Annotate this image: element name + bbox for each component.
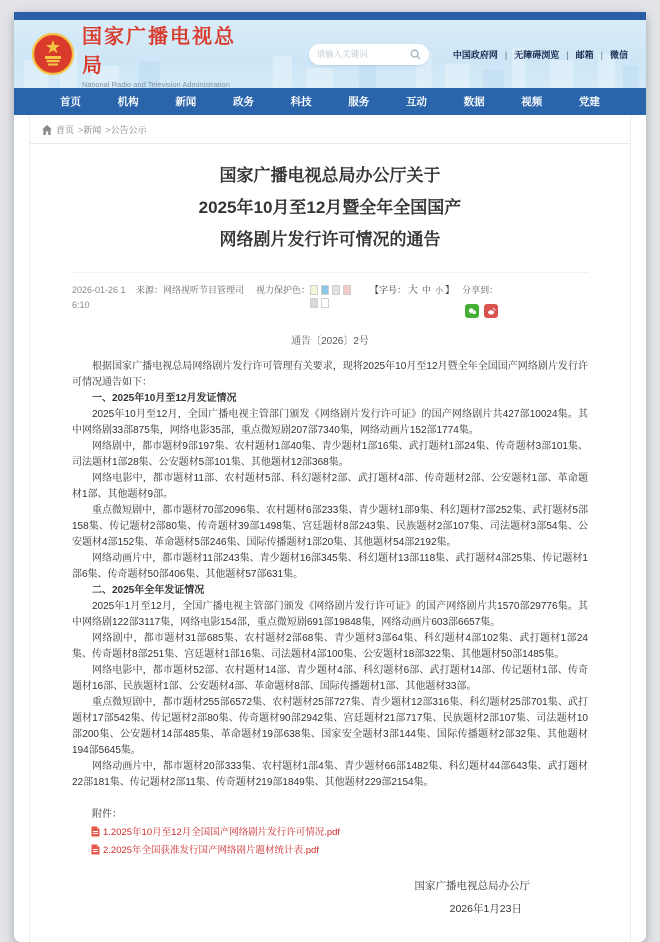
breadcrumb [30,115,630,144]
attachments [72,805,588,856]
font-size-group [370,283,454,298]
pdf-file-icon [91,844,100,855]
home-icon[interactable] [42,125,52,135]
site-header [14,20,646,88]
wechat-share-icon[interactable] [465,304,479,318]
main-nav [14,88,646,115]
header-link[interactable]: 无障碍浏览 | [514,48,575,61]
header-links [453,48,628,61]
article-paragraph: 重点微短剧中，都市题材255部6572集、农村题材25部727集、青少题材12部316集、科幻题材25部701集、武打题材17部542集、传记题材2部80集、传奇题材90部2942集、宫廷题材21部717集、民族题材2部107集、司法题材10部200集、公安题材14部485集、革命题材19部638集、国家安全题材3部144集、国际传播题材2部32集、其他题材194部5645集。 [72,697,588,756]
nav-item[interactable]: 机构 [117,96,139,108]
nav-item[interactable]: 政务 [232,96,254,108]
breadcrumb-item[interactable]: 首页 > [56,123,83,136]
eye-color-swatch[interactable] [332,285,340,295]
search-box[interactable] [309,44,429,65]
nav-item[interactable]: 服务 [348,96,370,108]
font-size-option[interactable]: 小 [435,286,444,295]
breadcrumb-item[interactable]: 新闻 > [83,123,110,136]
nav-item[interactable]: 数据 [463,96,485,108]
site-title: 国家广播电视总局 [82,25,236,77]
article-title-line: 国家广播电视总局办公厅关于 [219,166,441,185]
font-size-option[interactable]: 大 [408,285,419,296]
nav-item[interactable]: 新闻 [175,96,197,108]
site-subtitle: National Radio and Television Administration [82,79,230,89]
article-title [72,160,588,256]
attachment-filename[interactable]: 2.2025年全国获准发行国产网络剧片题材统计表.pdf [103,845,319,856]
content-frame [29,115,631,942]
eye-color-swatch[interactable] [310,298,318,308]
article-paragraph: 网络剧中，都市题材9部197集、农村题材1部40集、青少题材1部16集、武打题材1部24集、传奇题材3部101集、司法题材1部28集、公安题材5部101集、其他题材12部368集。 [72,441,588,468]
article-title-line: 2025年10月至12月暨全年全国国产 [198,198,462,217]
font-size-option[interactable]: 中 [422,285,432,295]
signature-date: 2026年1月23日 [449,903,522,915]
eye-color-swatch[interactable] [321,298,329,308]
article-paragraph: 一、2025年10月至12月发证情况 [92,393,237,404]
article-paragraph: 根据国家广播电视总局网络剧片发行许可管理有关要求，现将2025年10月至12月暨全年全国国产网络剧片发行许可情况通告如下： [72,361,588,388]
pdf-file-icon [91,826,100,837]
eye-color-swatch[interactable] [321,285,329,295]
nav-item[interactable]: 科技 [290,96,312,108]
article-paragraph: 网络动画片中，都市题材11部243集、青少题材16部345集、科幻题材13部118集、武打题材4部25集、传记题材1部6集、传奇题材50部406集、其他题材57部631集。 [72,553,588,580]
font-size-label-close: 】 [445,285,455,295]
brand[interactable] [32,20,243,89]
meta-row [72,272,588,318]
article-body [72,359,588,791]
article [30,160,630,916]
search-icon[interactable] [410,49,421,60]
eye-color-swatches [310,285,360,308]
header-link[interactable]: 邮箱 | [576,48,610,61]
attachments-label: 附件： [92,809,122,820]
eye-protect-group [256,283,360,308]
nav-item[interactable]: 视频 [521,96,543,108]
nav-item[interactable]: 党建 [578,96,600,108]
eye-color-swatch[interactable] [343,285,351,295]
weibo-share-icon[interactable] [484,304,498,318]
article-paragraph: 重点微短剧中，都市题材70部2096集、农村题材6部233集、青少题材1部9集、科幻题材7部252集、武打题材5部158集、传记题材2部80集、传奇题材39部1498集、宫廷题材8部243集、民族题材2部107集、司法题材3部54集、公安题材4部152集、革命题材5部246集、国际传播题材1部20集、其他题材54部2192集。 [72,505,588,548]
page-card [14,12,646,942]
publish-datetime: 2026-01-26 16:10 [72,285,126,310]
attachment-link[interactable] [91,824,588,838]
header-link[interactable]: 微信 [609,49,628,60]
nav-item[interactable]: 首页 [60,96,81,108]
header-link[interactable]: 中国政府网 | [453,48,514,61]
nav-item[interactable]: 互动 [405,96,427,108]
eye-color-swatch[interactable] [310,285,318,295]
national-emblem-logo [32,33,74,75]
attachment-filename[interactable]: 1.2025年10月至12月全国国产网络剧片发行许可情况.pdf [103,827,341,838]
share-label: 分享到： [462,285,499,295]
article-paragraph: 网络电影中，都市题材11部、农村题材5部、科幻题材2部、武打题材4部、传奇题材2部、公安题材1部、革命题材1部、其他题材9部。 [72,473,588,500]
article-paragraph: 网络电影中，都市题材52部、农村题材14部、青少题材4部、科幻题材6部、武打题材14部、传记题材1部、传奇题材16部、民族题材1部、公安题材4部、革命题材8部、国际传播题材1部、其他题材33部。 [72,665,588,692]
article-paragraph: 二、2025年全年发证情况 [92,585,205,596]
article-paragraph: 2025年10月至12月，全国广播电视主管部门颁发《网络剧片发行许可证》的国产网络剧片共427部10024集。其中网络剧33部875集，网络电影35部，重点微短剧207部7340集，网络动画片152部1774集。 [72,409,588,436]
source-label: 来源：网络视听节目管理司 [136,285,245,295]
eye-protect-label: 视力保护色： [256,285,311,295]
font-size-label: 【字号： [370,285,407,295]
signature-org: 国家广播电视总局办公厅 [414,880,530,892]
article-paragraph: 2025年1月至12月，全国广播电视主管部门颁发《网络剧片发行许可证》的国产网络剧片共1570部29776集。其中网络剧122部3117集，网络电影154部，重点微短剧691部19848集，网络动画片603部6657集。 [72,601,588,628]
doc-number: 通告〔2026〕2号 [291,336,369,347]
signature-block [72,878,588,916]
search-input[interactable] [317,49,409,59]
article-title-line: 网络剧片发行许可情况的通告 [219,230,441,249]
article-paragraph: 网络剧中，都市题材31部685集、农村题材2部68集、青少题材3部64集、科幻题材4部102集、武打题材1部24集、传奇题材8部251集、宫廷题材1部16集、司法题材4部100集、公安题材18部322集、其他题材50部1485集。 [72,633,588,660]
article-paragraph: 网络动画片中，都市题材20部333集、农村题材1部4集、青少题材66部1482集、科幻题材44部643集、武打题材22部181集、传记题材2部11集、传奇题材219部1849集、其他题材229部2154集。 [72,761,588,788]
breadcrumb-item[interactable]: 公告公示 [110,125,147,135]
attachment-link[interactable] [91,842,588,856]
share-group [462,283,498,318]
